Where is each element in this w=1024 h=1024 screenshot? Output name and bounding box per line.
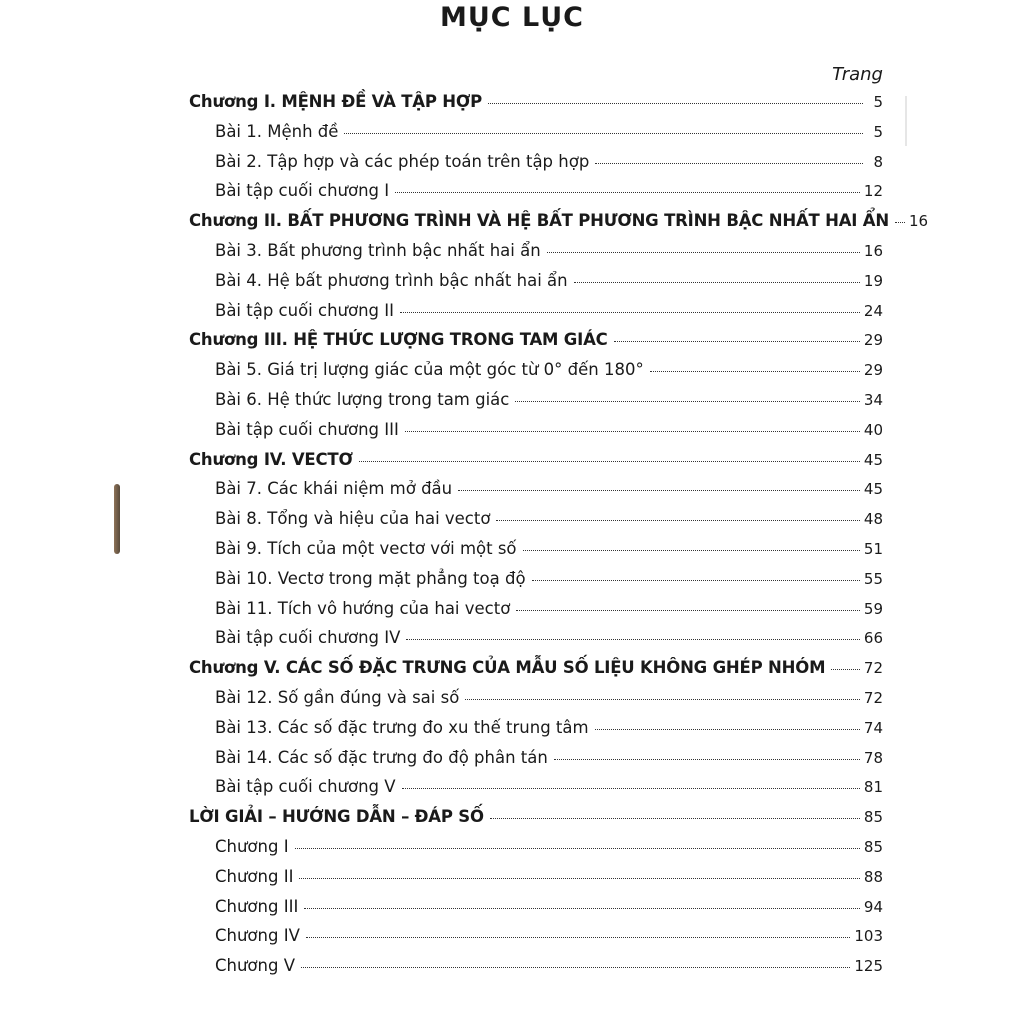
toc-dot-leader [515,401,860,402]
toc-dot-leader [405,431,860,432]
toc-dot-leader [304,908,860,909]
toc-entry-label: Bài 4. Hệ bất phương trình bậc nhất hai ẩn [215,270,568,290]
toc-entry-label: Bài tập cuối chương V [215,777,396,797]
toc-dot-leader [458,490,860,491]
toc-chapter-entry [189,658,883,688]
toc-dot-leader [344,133,863,134]
toc-lesson-entry [215,301,883,331]
toc-entry-label: Chương III. HỆ THỨC LƯỢNG TRONG TAM GIÁC [189,330,608,350]
toc-entry-label: Chương V [215,956,295,976]
toc-dot-leader [523,550,860,551]
toc-lesson-entry [215,718,883,748]
toc-chapter-entry [189,330,883,360]
toc-page-number: 5 [873,122,883,141]
toc-dot-leader [301,967,850,968]
toc-dot-leader [465,699,860,700]
toc-lesson-entry [215,599,883,629]
toc-entry-label: Bài 14. Các số đặc trưng đo độ phân tán [215,747,548,767]
toc-entry-label: LỜI GIẢI – HƯỚNG DẪN – ĐÁP SỐ [189,807,484,827]
toc-lesson-entry [215,837,883,867]
toc-dot-leader [831,669,860,670]
toc-page-number: 103 [854,927,883,946]
toc-dot-leader [532,580,860,581]
toc-lesson-entry [215,539,883,569]
toc-page-number: 16 [908,212,929,231]
toc-chapter-entry [189,807,883,837]
toc-page-number: 59 [863,599,883,618]
toc-dot-leader [402,788,860,789]
toc-page-number: 34 [863,391,883,409]
toc-lesson-entry [215,479,883,509]
toc-page-number: 48 [863,510,883,529]
toc-lesson-entry [215,420,883,450]
toc-page-number: 8 [873,152,883,171]
toc-page-number: 94 [863,897,883,916]
toc-dot-leader [595,729,860,730]
toc-entry-label: Chương III [215,896,299,916]
toc-entry-label: Chương I. MỆNH ĐỀ VÀ TẬP HỢP [189,92,483,111]
toc-lesson-entry [215,628,883,658]
toc-entry-label: Chương IV. VECTƠ [189,449,353,469]
toc-entry-label: Bài 6. Hệ thức lượng trong tam giác [215,390,510,409]
toc-dot-leader [490,818,860,819]
toc-entry-label: Chương II. BẤT PHƯƠNG TRÌNH VÀ HỆ BẤT PHƯƠNG TRÌNH BẬC NHẤT HAI ẨN [189,211,889,231]
toc-dot-leader [554,759,860,760]
toc-dot-leader [496,520,859,521]
toc-entry-label: Chương I [215,837,289,856]
toc-lesson-entry [215,748,883,778]
toc-page-number: 85 [863,808,883,827]
toc-entry-label: Chương II [215,866,294,886]
toc-dot-leader [547,252,860,253]
toc-lesson-entry [215,777,883,807]
toc-entry-label: Bài 5. Giá trị lượng giác của một góc từ 0° đến 180° [215,360,644,380]
toc-page-number: 40 [863,420,883,439]
toc-page-number: 16 [863,242,883,260]
toc-page-number: 72 [863,659,883,678]
toc-chapter-entry [189,211,929,241]
toc-page-number: 29 [863,361,883,380]
toc-dot-leader [614,341,860,342]
toc-dot-leader [595,163,863,164]
toc-lesson-entry [215,897,883,927]
toc-entry-label: Chương IV [215,926,300,946]
toc-lesson-entry [215,569,883,599]
toc-dot-leader [895,222,905,223]
toc-dot-leader [295,848,860,849]
toc-dot-leader [359,461,860,462]
toc-page-number: 81 [863,778,883,797]
toc-dot-leader [299,878,859,879]
toc-lesson-entry [215,390,883,420]
toc-entry-label: Chương V. CÁC SỐ ĐẶC TRƯNG CỦA MẪU SỐ LIỆU KHÔNG GHÉP NHÓM [189,658,826,678]
toc-page-number: 12 [863,182,883,201]
toc-entry-label: Bài tập cuối chương IV [215,628,401,648]
toc-lesson-entry [215,867,883,897]
toc-entry-label: Bài 8. Tổng và hiệu của hai vectơ [215,509,491,529]
toc-entry-label: Bài 10. Vectơ trong mặt phẳng toạ độ [215,568,526,588]
toc-entry-label: Bài 3. Bất phương trình bậc nhất hai ẩn [215,241,541,260]
toc-entry-label: Bài 1. Mệnh đề [215,121,339,141]
toc-dot-leader [306,937,850,938]
toc-lesson-entry [215,509,883,539]
toc-entry-label: Bài 13. Các số đặc trưng đo xu thế trung tâm [215,717,589,737]
toc-page-number: 125 [854,957,883,976]
toc-entry-label: Bài tập cuối chương III [215,419,399,439]
page-edge-line [905,96,907,146]
toc-entry-label: Bài tập cuối chương I [215,181,390,201]
page-edge-shadow [114,484,120,554]
page-column-header: Trang [832,64,883,85]
toc-page-number: 45 [863,480,883,499]
toc-page-number: 51 [863,540,883,558]
toc-page-number: 45 [863,450,883,469]
toc-chapter-entry [189,92,883,122]
toc-lesson-entry [215,956,883,986]
toc-lesson-entry [215,122,883,152]
toc-dot-leader [650,371,860,372]
toc-page-number: 19 [863,271,883,290]
toc-page-number: 55 [863,569,883,588]
toc-lesson-entry [215,152,883,182]
toc-entry-label: Bài 9. Tích của một vectơ với một số [215,539,517,558]
toc-lesson-entry [215,360,883,390]
toc-page-number: 85 [863,838,883,856]
toc-entry-label: Bài tập cuối chương II [215,300,395,320]
toc-page-number: 72 [863,689,883,707]
toc-dot-leader [516,610,860,611]
toc-page-number: 74 [863,718,883,737]
page-title: MỤC LỤC [440,2,584,33]
toc-entry-label: Bài 7. Các khái niệm mở đầu [215,479,453,499]
toc-page-number: 29 [863,331,883,350]
toc-lesson-entry [215,926,883,956]
toc-lesson-entry [215,181,883,211]
toc-entry-label: Bài 11. Tích vô hướng của hai vectơ [215,598,511,618]
toc-page-number: 66 [863,629,883,648]
toc-dot-leader [400,312,860,313]
toc-page-number: 24 [863,301,883,320]
toc-dot-leader [574,282,860,283]
toc-entry-label: Bài 2. Tập hợp và các phép toán trên tập hợp [215,151,590,171]
toc-page-number: 88 [863,867,883,886]
toc-dot-leader [406,639,859,640]
toc-lesson-entry [215,241,883,271]
toc-entry-label: Bài 12. Số gần đúng và sai số [215,688,460,707]
toc-chapter-entry [189,450,883,480]
toc-dot-leader [488,103,863,104]
toc-lesson-entry [215,688,883,718]
toc-dot-leader [395,192,860,193]
toc-page-number: 78 [863,748,883,767]
toc-page-number: 5 [873,93,883,111]
toc-lesson-entry [215,271,883,301]
